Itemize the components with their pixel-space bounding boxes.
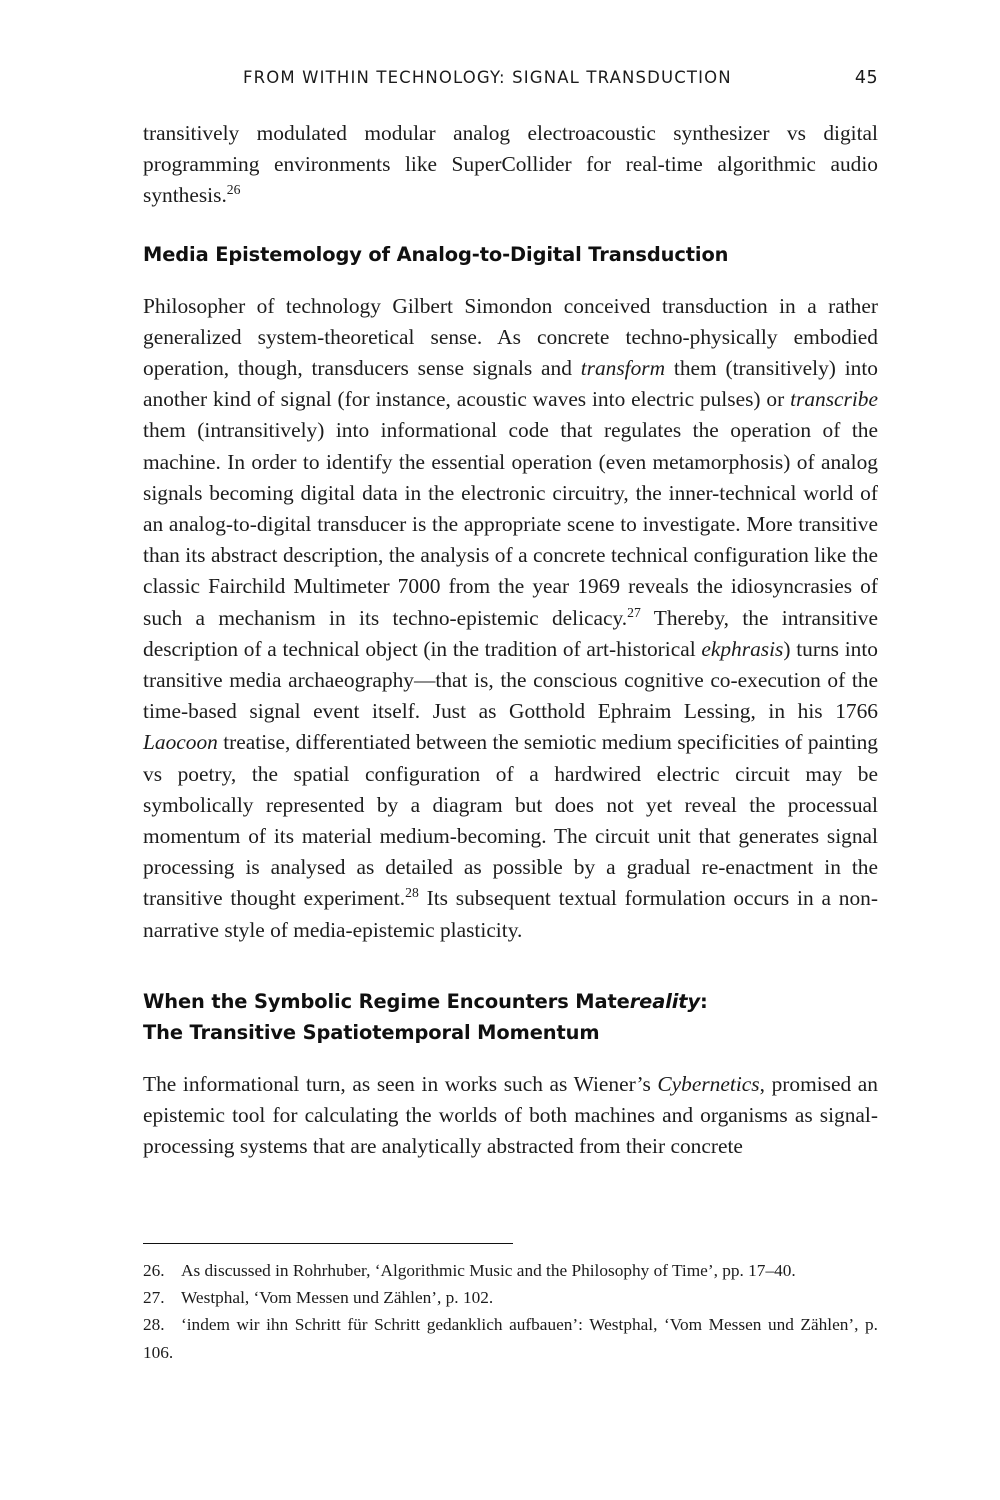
footnote-number: 26. bbox=[143, 1261, 165, 1280]
italic-cybernetics: Cybernetics bbox=[657, 1071, 760, 1096]
italic-transcribe: transcribe bbox=[790, 387, 878, 412]
footnote-item bbox=[143, 1311, 878, 1365]
paragraph-spacer bbox=[143, 212, 878, 240]
footnote-text: As discussed in Rohrhuber, ‘Algorithmic Music and the Philosophy of Time’, pp. 17–40. bbox=[181, 1261, 796, 1280]
running-head-title: FROM WITHIN TECHNOLOGY: SIGNAL TRANSDUCTION bbox=[243, 68, 732, 87]
simondon-segment-7: Its subsequent textual formulation occurs in a non-narrative style of media-epistemic plasticity. bbox=[143, 886, 878, 942]
paragraph-spacer-2 bbox=[143, 946, 878, 986]
footnote-number: 28. bbox=[143, 1315, 165, 1335]
paragraph-simondon bbox=[143, 291, 878, 946]
footnote-separator-rule bbox=[143, 1243, 513, 1244]
simondon-segment-2: them (transitively) into another kind of signal (for instance, acoustic waves into electric pulses) or bbox=[143, 356, 878, 412]
simondon-segment-5: ) turns into transitive media archaeography—that is, the conscious cognitive co-execution of the time-based signal event itself. Just as Gotthold Ephraim Lessing, in his 1766 bbox=[143, 636, 878, 724]
footnote-item bbox=[143, 1257, 878, 1284]
italic-transform: transform bbox=[580, 356, 666, 381]
paragraph-continued-text: transitively modulated modular analog electroacoustic synthesizer vs digital programming environments like SuperCollider for real-time algorithmic audio synthesis. bbox=[143, 121, 878, 208]
simondon-segment-1: Philosopher of technology Gilbert Simondon conceived transduction in a rather generalized system-theoretical sense. As concrete techno-physically embodied operation, though, transducers sense signals and bbox=[143, 293, 878, 381]
italic-ekphrasis: ekphrasis bbox=[701, 636, 784, 661]
simondon-segment-4: Thereby, the intransitive description of a technical object (in the tradition of art-historical bbox=[143, 605, 878, 661]
paragraph-informational-turn bbox=[143, 1069, 878, 1163]
heading-2-line-1-colon: : bbox=[700, 989, 708, 1013]
footnote-number: 27. bbox=[143, 1288, 165, 1308]
simondon-segment-3: them (intransitively) into informational code that regulates the operation of the machine. In order to identify the essential operation (even metamorphosis) of analog signals becoming digital data in the electronic circuitry, the inner-technical world of an analog-to-digital transducer is the appropriate scene to investigate. More transitive than its abstract description, the analysis of a concrete technical configuration like the classic Fairchild Multimeter 7000 from the year 1969 reveals the idiosyncrasies of such a mechanism in its techno-epistemic delicacy. bbox=[143, 418, 878, 630]
italic-laocoon: Laocoon bbox=[143, 730, 218, 755]
footnote-text: ‘indem wir ihn Schritt für Schritt gedanklich aufbauen’: Westphal, ‘Vom Messen und Zählen’, p. 106. bbox=[143, 1315, 878, 1362]
page-number: 45 bbox=[854, 68, 878, 88]
footnote-item bbox=[143, 1284, 878, 1311]
section-heading-symbolic-regime bbox=[143, 986, 878, 1048]
footnote-text: Westphal, ‘Vom Messen und Zählen’, p. 102. bbox=[181, 1288, 494, 1308]
text-column bbox=[143, 118, 878, 1162]
paragraph-continued bbox=[143, 118, 878, 212]
footnote-marker-26: 26 bbox=[226, 182, 241, 198]
informational-segment-2: , promised an epistemic tool for calculating the worlds of both machines and organisms as signal-processing systems that are analytically abstracted from their concrete bbox=[143, 1071, 879, 1159]
heading-2-italic-reality: reality bbox=[629, 989, 701, 1013]
footnote-marker-27: 27 bbox=[627, 604, 641, 620]
footnote-marker-28: 28 bbox=[405, 885, 419, 901]
heading-spacer bbox=[143, 269, 878, 291]
heading-spacer-2 bbox=[143, 1048, 878, 1069]
simondon-segment-6: treatise, differentiated between the semiotic medium specificities of painting vs poetry, the spatial configuration of a hardwired electric circuit may be symbolically represented by a diagram but does not yet reveal the processual momentum of its material medium-becoming. The circuit unit that generates signal processing is analysed as detailed as possible by a gradual re-enactment in the transitive thought experiment. bbox=[143, 730, 878, 911]
heading-2-line-1-roman-a: When the Symbolic Regime Encounters Mate bbox=[143, 989, 630, 1013]
footnotes-area bbox=[143, 1243, 878, 1366]
running-head bbox=[143, 68, 878, 88]
informational-segment-1: The informational turn, as seen in works such as Wiener’s bbox=[143, 1071, 658, 1096]
section-heading-media-epistemology: Media Epistemology of Analog-to-Digital Transduction bbox=[143, 242, 729, 266]
heading-2-line-2: The Transitive Spatiotemporal Momentum bbox=[143, 1020, 600, 1044]
